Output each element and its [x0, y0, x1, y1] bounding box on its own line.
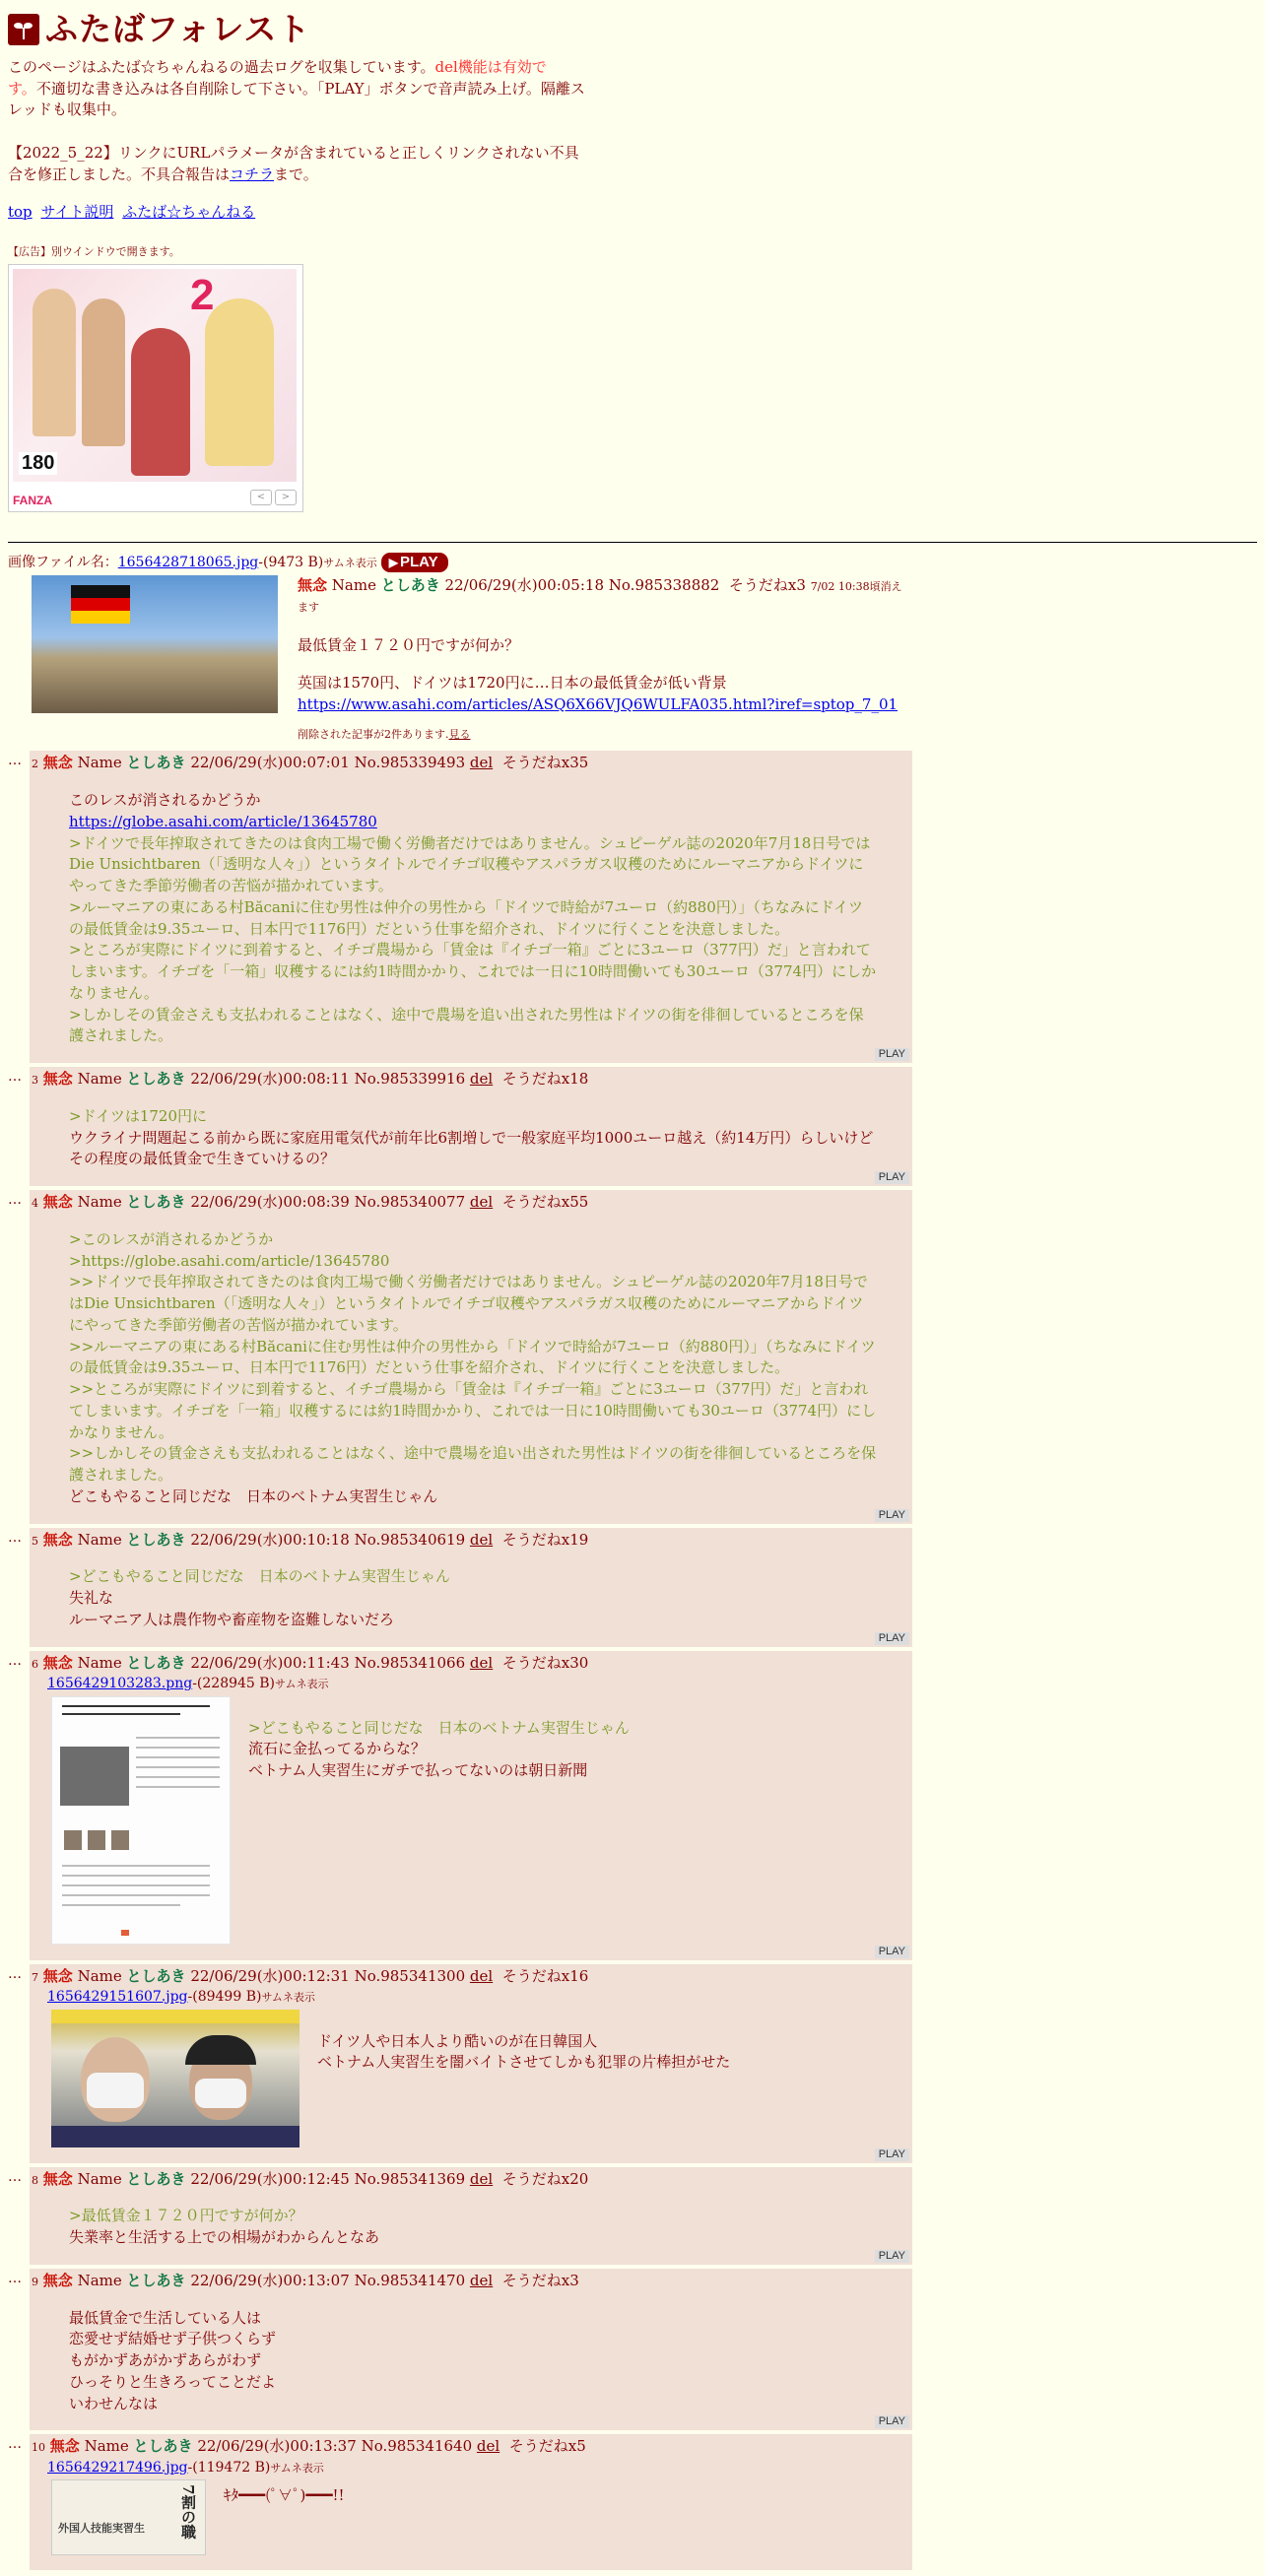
del-link[interactable]: del — [469, 2271, 494, 2289]
fanza-logo: FANZA — [13, 494, 52, 508]
op-thumbnail[interactable] — [32, 575, 278, 713]
reply-box: 4 無念 Name としあき 22/06/29(水)00:08:39 No.985340077 del そうだねx55 >このレスが消されるかどうか >https://globe.asahi.com/article/13645780 >>ドイツで長年搾取されてきたのは食肉工場で働く労働者だけではありません。シュピーゲル誌の2020年7月18日号ではDie Unsichtbaren（「透明な人々」）というタイトルでイチゴ収穫やアスパラガス収穫のためにルーマニアからドイツにやってきた季節労働者の苦悩が描かれています。 >>ルーマニアの東にある村Băcaniに住む男性は仲介の男性から「ドイツで時給が7ユーロ（約880円）」（ちなみにドイツの最低賃金は9.35ユーロ、日本円で1176円）だという仕事を紹介され、ドイツに行くことを決意しました。 >>ところが実際にドイツに到着すると、イチゴ農場から「賃金は『イチゴ一箱』ごとに3ユーロ（377円）だ」と言われてしまいます。イチゴを「一箱」収穫するには約1時間かかり、これでは一日に10時間働いても30ユーロ（3774円）にしかなりません。 >>しかしその賃金さえも支払われることはなく、途中で農場を追い出された男性はドイツの街を徘徊しているところを保護されました。 どこもやること同じだな 日本のベトナム実習生じゃん PLAY — [30, 1190, 912, 1524]
bug-report-link[interactable]: コチラ — [230, 165, 275, 183]
play-button[interactable]: PLAY — [875, 1171, 909, 1184]
thumb-toggle[interactable]: サムネ表示 — [275, 1678, 329, 1691]
del-link[interactable]: del — [469, 1653, 494, 1672]
reply-header: 8 無念 Name としあき 22/06/29(水)00:12:45 No.985341369 del そうだねx20 — [32, 2169, 589, 2188]
article-screenshot-thumbnail[interactable] — [51, 1696, 231, 1945]
op-article-link[interactable]: https://www.asahi.com/articles/ASQ6X66VJQ6WULFA035.html?iref=sptop_7_01 — [298, 694, 899, 713]
del-link[interactable]: del — [469, 1966, 494, 1985]
reply-box: 2 無念 Name としあき 22/06/29(水)00:07:01 No.985339493 del そうだねx35 このレスが消されるかどうか https://globe.asahi.com/article/13645780 >ドイツで長年搾取されてきたのは食肉工場で働く労働者だけではありません。シュピーゲル誌の2020年7月18日号ではDie Unsichtbaren（「透明な人々」）というタイトルでイチゴ収穫やアスパラガス収穫のためにルーマニアからドイツにやってきた季節労働者の苦悩が描かれています。 >ルーマニアの東にある村Băcaniに住む男性は仲介の男性から「ドイツで時給が7ユーロ（約880円）」（ちなみにドイツの最低賃金は9.35ユーロ、日本円で1176円）だという仕事を紹介され、ドイツに行くことを決意しました。 >ところが実際にドイツに到着すると、イチゴ農場から「賃金は『イチゴ一箱』ごとに3ユーロ（377円）だ」と言われてしまいます。イチゴを「一箱」収穫するには約1時間かかり、これでは一日に10時間働いても30ユーロ（3774円）にしかなりません。 >しかしその賃金さえも支払われることはなく、途中で農場を追い出された男性はドイツの街を徘徊しているところを保護されました。 PLAY — [30, 751, 912, 1063]
nav-futaba-link[interactable]: ふたば☆ちゃんねる — [122, 202, 256, 221]
soudane-button[interactable]: そうだねx20 — [501, 2169, 589, 2188]
reply-header: 9 無念 Name としあき 22/06/29(水)00:13:07 No.985341470 del そうだねx3 — [32, 2271, 579, 2289]
play-button[interactable]: ▶ PLAY — [381, 553, 448, 572]
reply-post: … 10 無念 Name としあき 22/06/29(水)00:13:37 No.985341640 del そうだねx5 1656429217496.jpg-(119472 B)サムネ表示 7割の職 外国人技能実習生 ｷﾀ━━━(ﾟ∀ﾟ)━━━!! — [8, 2434, 1257, 2570]
soudane-button[interactable]: そうだねx30 — [501, 1653, 589, 1672]
news-photo-thumbnail[interactable] — [51, 2010, 300, 2147]
show-deleted-link[interactable]: 見る — [448, 728, 471, 742]
reply-file-line: 1656429103283.png-(228945 B)サムネ表示 — [47, 1676, 329, 1692]
reply-file-link[interactable]: 1656429103283.png — [47, 1676, 193, 1692]
reply-file-line: 1656429217496.jpg-(119472 B)サムネ表示 — [47, 2460, 324, 2477]
play-button[interactable]: PLAY — [875, 2148, 909, 2161]
soudane-button[interactable]: そうだねx16 — [501, 1966, 589, 1985]
reply-post: … 3 無念 Name としあき 22/06/29(水)00:08:11 No.985339916 del そうだねx18 >ドイツは1720円に ウクライナ問題起こる前から既に家庭用電気代が前年比6割増しで一般家庭平均1000ユーロ越え（約14万円）らしいけどその程度の最低賃金で生きていけるの？ PLAY — [8, 1067, 1257, 1186]
divider — [8, 542, 1257, 543]
del-link[interactable]: del — [476, 2437, 500, 2456]
nav-about-link[interactable]: サイト説明 — [40, 202, 114, 221]
op-post — [8, 575, 1257, 744]
site-intro: このページはふたば☆ちゃんねるの過去ログを収集しています。del機能は有効で す。不適切な書き込みは各自削除して下さい。「PLAY」ボタンで音声読み上げ。隔離スレッドも収集中。 — [8, 57, 585, 119]
play-button[interactable]: PLAY — [875, 2415, 909, 2428]
nav-top-link[interactable]: top — [8, 202, 33, 221]
op-header: 無念 Name としあき 22/06/29(水)00:05:18 No.985338882 そうだねx3 7/02 10:38頃消えます — [298, 575, 902, 615]
reply-header: 6 無念 Name としあき 22/06/29(水)00:11:43 No.985341066 del そうだねx30 — [32, 1653, 589, 1672]
reply-header: 3 無念 Name としあき 22/06/29(水)00:08:11 No.985339916 del そうだねx18 — [32, 1070, 589, 1089]
del-link[interactable]: del — [469, 1530, 494, 1549]
reply-header: 10 無念 Name としあき 22/06/29(水)00:13:37 No.985341640 del そうだねx5 — [32, 2437, 586, 2456]
reply-header: 4 無念 Name としあき 22/06/29(水)00:08:39 No.985340077 del そうだねx55 — [32, 1193, 589, 1212]
futaba-leaf-icon — [8, 14, 39, 45]
play-button[interactable]: PLAY — [875, 1946, 909, 1958]
del-link[interactable]: del — [469, 1070, 494, 1089]
op-file-line: 画像ファイル名：1656428718065.jpg-(9473 B)サムネ表示▶ PLAY — [8, 553, 1257, 572]
reply-box: 3 無念 Name としあき 22/06/29(水)00:08:11 No.985339916 del そうだねx18 >ドイツは1720円に ウクライナ問題起こる前から既に家庭用電気代が前年比6割増しで一般家庭平均1000ユーロ越え（約14万円）らしいけどその程度の最低賃金で生きていけるの？ PLAY — [30, 1067, 912, 1186]
op-line-2: 英国は1570円、ドイツは1720円に…日本の最低賃金が低い背景 — [298, 673, 727, 692]
reply-post: … 8 無念 Name としあき 22/06/29(水)00:12:45 No.985341369 del そうだねx20 >最低賃金１７２０円ですが何か？ 失業率と生活する上での相場がわからんとなあ PLAY — [8, 2167, 1257, 2265]
german-flag — [71, 585, 130, 625]
ad-label: 【広告】別ウインドウで開きます。 — [8, 245, 180, 259]
ad-image[interactable] — [13, 269, 297, 482]
post-number[interactable]: No.985338882 — [608, 575, 720, 594]
poster-name: としあき — [380, 575, 440, 594]
ad-prev-button[interactable]: < — [250, 490, 272, 505]
del-link[interactable]: del — [469, 754, 494, 772]
play-button[interactable]: PLAY — [875, 2250, 909, 2263]
reply-box: 9 無念 Name としあき 22/06/29(水)00:13:07 No.985341470 del そうだねx3 最低賃金で生活している人は 恋愛せず結婚せず子供つくらず もがかずあがかずあらがわず ひっそりと生きろってことだよ いわせんなは PLAY — [30, 2269, 912, 2431]
reply-box: 7 無念 Name としあき 22/06/29(水)00:12:31 No.985341300 del そうだねx16 1656429151607.jpg-(89499 B)サムネ表示 ドイツ人や日本人より酷いのが在日韓国人 ベトナム人実習生を闇バイトさせてしかも犯罪の片棒担がせた PLAY — [30, 1964, 912, 2163]
reply-post: … 2 無念 Name としあき 22/06/29(水)00:07:01 No.985339493 del そうだねx35 このレスが消されるかどうか https://globe.asahi.com/article/13645780 >ドイツで長年搾取されてきたのは食肉工場で働く労働者だけではありません。シュピーゲル誌の2020年7月18日号ではDie Unsichtbaren（「透明な人々」）というタイトルでイチゴ収穫やアスパラガス収穫のためにルーマニアからドイツにやってきた季節労働者の苦悩が描かれています。 >ルーマニアの東にある村Băcaniに住む男性は仲介の男性から「ドイツで時給が7ユーロ（約880円）」（ちなみにドイツの最低賃金は9.35ユーロ、日本円で1176円）だという仕事を紹介され、ドイツに行くことを決意しました。 >ところが実際にドイツに到着すると、イチゴ農場から「賃金は『イチゴ一箱』ごとに3ユーロ（377円）だ」と言われてしまいます。イチゴを「一箱」収穫するには約1時間かかり、これでは一日に10時間働いても30ユーロ（3774円）にしかなりません。 >しかしその賃金さえも支払われることはなく、途中で農場を追い出された男性はドイツの街を徘徊しているところを保護されました。 PLAY — [8, 751, 1257, 1063]
reply-box: 6 無念 Name としあき 22/06/29(水)00:11:43 No.985341066 del そうだねx30 1656429103283.png-(228945 B)サムネ表示 >どこもやること同じだな 日本のベトナム実習生じゃん 流石に金払ってるからな？ ベトナム人実習生にガチで払ってないのは朝日新聞 PLAY — [30, 1651, 912, 1960]
reply-post: … 5 無念 Name としあき 22/06/29(水)00:10:18 No.985340619 del そうだねx19 >どこもやること同じだな 日本のベトナム実習生じゃん 失礼な ルーマニア人は農作物や畜産物を盗難しないだろ PLAY — [8, 1528, 1257, 1647]
soudane-button[interactable]: そうだねx3 — [728, 575, 806, 594]
expire-notice: 7/02 10:38頃消えます — [298, 579, 902, 615]
reply-file-line: 1656429151607.jpg-(89499 B)サムネ表示 — [47, 1989, 315, 2006]
del-enabled-notice: del機能は有効で — [434, 57, 547, 76]
soudane-button[interactable]: そうだねx55 — [501, 1193, 589, 1212]
reply-file-link[interactable]: 1656429217496.jpg — [47, 2460, 188, 2477]
reply-post: … 9 無念 Name としあき 22/06/29(水)00:13:07 No.985341470 del そうだねx3 最低賃金で生活している人は 恋愛せず結婚せず子供つくらず もがかずあがかずあらがわず ひっそりと生きろってことだよ いわせんなは PLAY — [8, 2269, 1257, 2431]
soudane-button[interactable]: そうだねx19 — [501, 1530, 589, 1549]
ad-next-button[interactable]: > — [275, 490, 297, 505]
play-button[interactable]: PLAY — [875, 1632, 909, 1645]
ad-number: 180 — [19, 452, 57, 475]
reply-link[interactable]: https://globe.asahi.com/article/13645780 — [69, 812, 377, 830]
soudane-button[interactable]: そうだねx5 — [508, 2437, 586, 2456]
site-title: ふたばフォレスト — [45, 10, 311, 48]
del-link[interactable]: del — [469, 1193, 494, 1212]
book-cover-thumbnail[interactable]: 7割の職 外国人技能実習生 — [51, 2479, 206, 2555]
reply-header: 5 無念 Name としあき 22/06/29(水)00:10:18 No.985340619 del そうだねx19 — [32, 1530, 589, 1549]
deleted-notice: 削除された記事が2件あります.見る — [298, 728, 471, 742]
del-link[interactable]: del — [469, 2169, 494, 2188]
play-button[interactable]: PLAY — [875, 1048, 909, 1061]
reply-header: 2 無念 Name としあき 22/06/29(水)00:07:01 No.985339493 del そうだねx35 — [32, 754, 589, 772]
ad-title-graphic: 2 — [190, 271, 215, 320]
thumb-toggle[interactable]: サムネ表示 — [270, 2462, 324, 2476]
reply-box: 10 無念 Name としあき 22/06/29(水)00:13:37 No.985341640 del そうだねx5 1656429217496.jpg-(119472 B)サムネ表示 7割の職 外国人技能実習生 ｷﾀ━━━(ﾟ∀ﾟ)━━━!! — [30, 2434, 912, 2570]
soudane-button[interactable]: そうだねx18 — [501, 1070, 589, 1089]
play-button[interactable]: PLAY — [875, 1509, 909, 1522]
reply-post: … 7 無念 Name としあき 22/06/29(水)00:12:31 No.985341300 del そうだねx16 1656429151607.jpg-(89499 B)サムネ表示 ドイツ人や日本人より酷いのが在日韓国人 ベトナム人実習生を闇バイトさせてしかも犯罪の片棒担がせた PLAY — [8, 1964, 1257, 2163]
nav-links — [8, 202, 1257, 224]
site-header — [8, 6, 1257, 53]
post-date: 22/06/29(水)00:05:18 — [444, 575, 604, 594]
reply-file-link[interactable]: 1656429151607.jpg — [47, 1989, 188, 2006]
thumb-toggle[interactable]: サムネ表示 — [323, 557, 377, 570]
reply-box: 5 無念 Name としあき 22/06/29(水)00:10:18 No.985340619 del そうだねx19 >どこもやること同じだな 日本のベトナム実習生じゃん 失礼な ルーマニア人は農作物や畜産物を盗難しないだろ PLAY — [30, 1528, 912, 1647]
ad-pager — [250, 490, 297, 505]
reply-post: … 6 無念 Name としあき 22/06/29(水)00:11:43 No.985341066 del そうだねx30 1656429103283.png-(228945 B)サムネ表示 >どこもやること同じだな 日本のベトナム実習生じゃん 流石に金払ってるからな？ ベトナム人実習生にガチで払ってないのは朝日新聞 PLAY — [8, 1651, 1257, 1960]
soudane-button[interactable]: そうだねx3 — [501, 2271, 579, 2289]
reply-header: 7 無念 Name としあき 22/06/29(水)00:12:31 No.985341300 del そうだねx16 — [32, 1966, 589, 1985]
reply-post: … 4 無念 Name としあき 22/06/29(水)00:08:39 No.985340077 del そうだねx55 >このレスが消されるかどうか >https://globe.asahi.com/article/13645780 >>ドイツで長年搾取されてきたのは食肉工場で働く労働者だけではありません。シュピーゲル誌の2020年7月18日号ではDie Unsichtbaren（「透明な人々」）というタイトルでイチゴ収穫やアスパラガス収穫のためにルーマニアからドイツにやってきた季節労働者の苦悩が描かれています。 >>ルーマニアの東にある村Băcaniに住む男性は仲介の男性から「ドイツで時給が7ユーロ（約880円）」（ちなみにドイツの最低賃金は9.35ユーロ、日本円で1176円）だという仕事を紹介され、ドイツに行くことを決意しました。 >>ところが実際にドイツに到着すると、イチゴ農場から「賃金は『イチゴ一箱』ごとに3ユーロ（377円）だ」と言われてしまいます。イチゴを「一箱」収穫するには約1時間かかり、これでは一日に10時間働いても30ユーロ（3774円）にしかなりません。 >>しかしその賃金さえも支払われることはなく、途中で農場を追い出された男性はドイツの街を徘徊しているところを保護されました。 どこもやること同じだな 日本のベトナム実習生じゃん PLAY — [8, 1190, 1257, 1524]
op-line-1: 最低賃金１７２０円ですが何か？ — [298, 636, 520, 655]
op-file-link[interactable]: 1656428718065.jpg — [117, 555, 259, 571]
ad-banner[interactable] — [8, 264, 303, 512]
thumb-toggle[interactable]: サムネ表示 — [261, 1991, 315, 2005]
bugfix-notice: 【2022_5_22】リンクにURLパラメータが含まれていると正しくリンクされない不具合を修正しました。不具合報告はコチラまで。 — [8, 144, 579, 183]
reply-box: 8 無念 Name としあき 22/06/29(水)00:12:45 No.985341369 del そうだねx20 >最低賃金１７２０円ですが何か？ 失業率と生活する上での相場がわからんとなあ PLAY — [30, 2167, 912, 2265]
soudane-button[interactable]: そうだねx35 — [501, 754, 589, 772]
